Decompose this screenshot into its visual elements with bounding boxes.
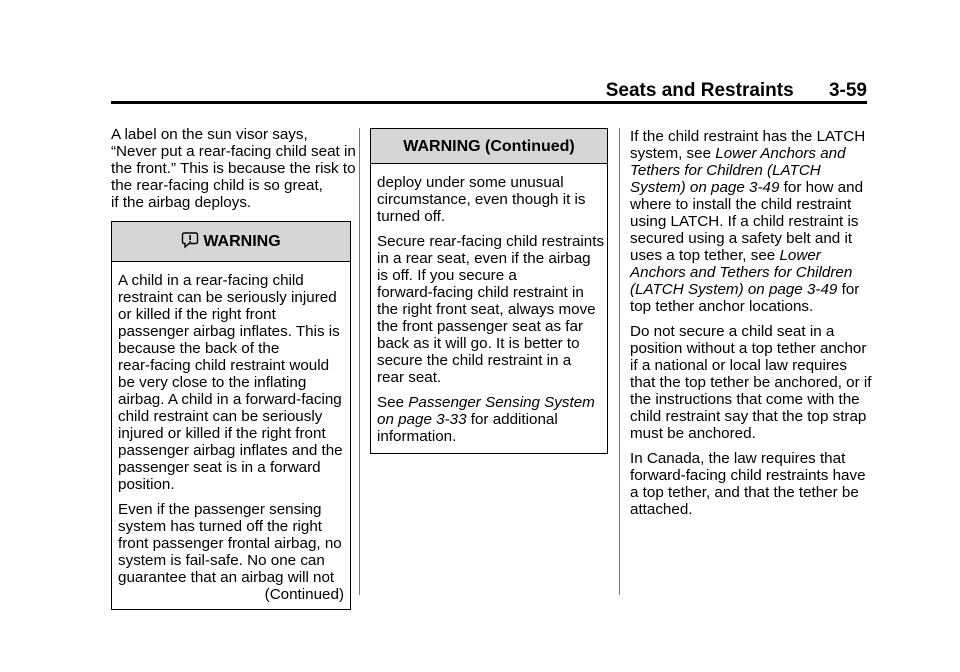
text-line: In Canada, the law requires that <box>630 450 846 467</box>
text-run: for additional <box>466 411 558 428</box>
text-line: is off. If you secure a <box>377 267 517 284</box>
text-line: if the airbag deploys. <box>111 194 252 211</box>
text-line: airbag. A child in a forward-facing <box>118 391 342 408</box>
warning-paragraph <box>377 394 601 445</box>
text-line: secured using a safety belt and it <box>630 230 853 247</box>
warning-box-continued <box>370 128 608 454</box>
warning-box <box>111 221 351 610</box>
text-run: for <box>837 281 860 298</box>
continued-label: (Continued) <box>264 586 344 603</box>
cross-reference-link[interactable]: Tethers for Children (LATCH <box>630 162 821 179</box>
section-title: Seats and Restraints <box>605 80 794 101</box>
text-line: where to install the child restraint <box>630 196 852 213</box>
text-line <box>630 162 870 179</box>
warning-icon <box>181 231 199 253</box>
warning-paragraph <box>118 272 344 493</box>
text-line: information. <box>377 428 457 445</box>
text-line: “Never put a rear-facing child seat in <box>111 143 356 160</box>
text-line: rear seat. <box>377 369 442 386</box>
text-line <box>377 411 601 428</box>
text-line: or killed if the right front <box>118 306 276 323</box>
intro-paragraph <box>111 126 356 211</box>
text-line <box>630 264 870 281</box>
text-line: guarantee that an airbag will not <box>118 569 335 586</box>
text-line: injured or killed if the right front <box>118 425 326 442</box>
text-line: attached. <box>630 501 693 518</box>
cross-reference-link[interactable]: System) on page 3-49 <box>630 179 780 196</box>
cross-reference-link[interactable]: (LATCH System) on page 3-49 <box>630 281 838 298</box>
text-line: rear-facing child restraint would <box>118 357 330 374</box>
text-line: A child in a rear-facing child <box>118 272 304 289</box>
text-run: uses a top tether, see <box>630 247 780 264</box>
text-line: system is fail-safe. No one can <box>118 552 325 569</box>
text-line: If the child restraint has the LATCH <box>630 128 866 145</box>
cross-reference-link[interactable]: Lower Anchors and <box>715 145 846 162</box>
text-line: the front.” This is because the risk to <box>111 160 356 177</box>
text-run: for how and <box>779 179 864 196</box>
page-number: 3-59 <box>828 80 867 101</box>
page-header <box>606 80 867 102</box>
text-line: back as it will go. It is better to <box>377 335 580 352</box>
text-line: passenger airbag inflates. This is <box>118 323 340 340</box>
column-1 <box>111 126 356 610</box>
text-line: that the top tether be anchored, or if <box>630 374 872 391</box>
text-run: system, see <box>630 145 716 162</box>
text-line <box>377 394 601 411</box>
text-line: turned off. <box>377 208 446 225</box>
text-line: passenger airbag inflates and the <box>118 442 343 459</box>
text-line: Even if the passenger sensing <box>118 501 322 518</box>
text-line <box>630 179 870 196</box>
text-line <box>630 145 870 162</box>
text-line: Do not secure a child seat in a <box>630 323 835 340</box>
text-line <box>630 281 870 298</box>
text-line: forward-facing child restraint in <box>377 284 584 301</box>
text-line: a top tether, and that the tether be <box>630 484 859 501</box>
warning-header <box>112 222 350 262</box>
text-line: forward-facing child restraints have <box>630 467 866 484</box>
text-line: must be anchored. <box>630 425 756 442</box>
cross-reference-link[interactable]: Anchors and Tethers for Children <box>630 264 853 281</box>
warning-paragraph <box>118 501 344 603</box>
latch-paragraph <box>630 128 870 315</box>
warning-paragraph <box>377 174 601 225</box>
text-line: in a rear seat, even if the airbag <box>377 250 591 267</box>
text-line: position. <box>118 476 175 493</box>
text-line: child restraint say that the top strap <box>630 408 867 425</box>
top-tether-paragraph <box>630 323 870 442</box>
cross-reference-link[interactable]: on page 3-33 <box>377 411 467 428</box>
text-line: be very close to the inflating <box>118 374 307 391</box>
cross-reference-link[interactable]: Passenger Sensing System <box>408 394 595 411</box>
text-line: the front passenger seat as far <box>377 318 583 335</box>
text-line: system has turned off the right <box>118 518 323 535</box>
warning-body <box>371 164 607 453</box>
text-line: secure the child restraint in a <box>377 352 572 369</box>
text-line: passenger seat is in a forward <box>118 459 321 476</box>
warning-header <box>371 129 607 164</box>
cross-reference-link[interactable]: Lower <box>779 247 821 264</box>
text-line: position without a top tether anchor <box>630 340 867 357</box>
text-line: if a national or local law requires <box>630 357 847 374</box>
text-line: using LATCH. If a child restraint is <box>630 213 859 230</box>
text-line: restraint can be seriously injured <box>118 289 337 306</box>
text-line: Secure rear-facing child restraints <box>377 233 605 250</box>
column-2 <box>370 128 608 454</box>
text-line: the right front seat, always move <box>377 301 596 318</box>
text-line: top tether anchor locations. <box>630 298 814 315</box>
text-line: because the back of the <box>118 340 280 357</box>
text-line: the rear-facing child is so great, <box>111 177 323 194</box>
text-line <box>630 247 870 264</box>
text-line: front passenger frontal airbag, no <box>118 535 342 552</box>
text-line: circumstance, even though it is <box>377 191 586 208</box>
text-line: child restraint can be seriously <box>118 408 323 425</box>
canada-paragraph <box>630 450 870 518</box>
column-3 <box>630 128 870 526</box>
header-rule <box>111 101 867 104</box>
text-line: A label on the sun visor says, <box>111 126 308 143</box>
warning-paragraph <box>377 233 605 386</box>
column-divider <box>359 128 360 595</box>
column-divider <box>619 128 620 595</box>
warning-title: WARNING (Continued) <box>403 138 575 155</box>
text-line: the instructions that come with the <box>630 391 860 408</box>
warning-title: WARNING <box>203 233 281 250</box>
warning-body <box>112 262 350 609</box>
text-line: deploy under some unusual <box>377 174 564 191</box>
text-run: See <box>377 394 409 411</box>
